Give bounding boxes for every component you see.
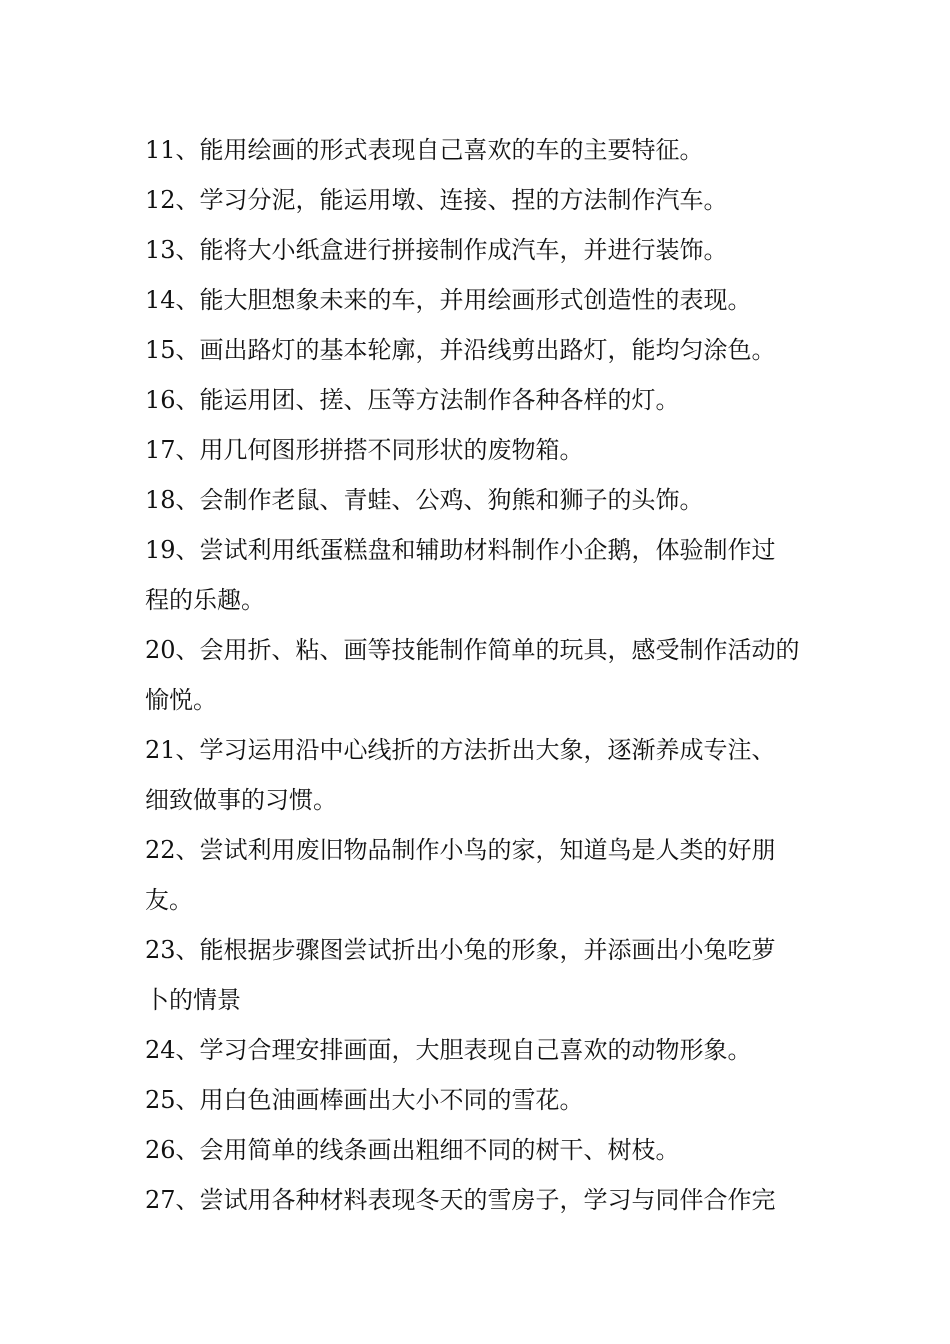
text-line: 12、学习分泥，能运用墩、连接、捏的方法制作汽车。	[145, 186, 728, 214]
text-line: 23、能根据步骤图尝试折出小兔的形象，并添画出小兔吃萝	[145, 936, 776, 964]
text-line: 程的乐趣。	[145, 586, 265, 614]
text-line: 15、画出路灯的基本轮廓，并沿线剪出路灯，能均匀涂色。	[145, 336, 776, 364]
text-line: 卜的情景	[145, 986, 241, 1014]
text-line: 21、学习运用沿中心线折的方法折出大象，逐渐养成专注、	[145, 736, 776, 764]
text-line: 24、学习合理安排画面，大胆表现自己喜欢的动物形象。	[145, 1036, 752, 1064]
text-line: 友。	[145, 886, 193, 914]
text-line: 14、能大胆想象未来的车，并用绘画形式创造性的表现。	[145, 286, 752, 314]
text-line: 13、能将大小纸盒进行拼接制作成汽车，并进行装饰。	[145, 236, 728, 264]
document-body	[145, 130, 810, 1230]
text-line: 22、尝试利用废旧物品制作小鸟的家，知道鸟是人类的好朋	[145, 836, 776, 864]
text-line: 11、能用绘画的形式表现自己喜欢的车的主要特征。	[145, 136, 704, 164]
text-line: 20、会用折、粘、画等技能制作简单的玩具，感受制作活动的	[145, 636, 800, 664]
text-line: 19、尝试利用纸蛋糕盘和辅助材料制作小企鹅，体验制作过	[145, 536, 776, 564]
text-line: 愉悦。	[145, 686, 217, 714]
text-line: 26、会用简单的线条画出粗细不同的树干、树枝。	[145, 1136, 680, 1164]
text-line: 25、用白色油画棒画出大小不同的雪花。	[145, 1086, 584, 1114]
text-line: 27、尝试用各种材料表现冬天的雪房子，学习与同伴合作完	[145, 1186, 776, 1214]
text-line: 16、能运用团、搓、压等方法制作各种各样的灯。	[145, 386, 680, 414]
text-line: 细致做事的习惯。	[145, 786, 337, 814]
text-line: 17、用几何图形拼搭不同形状的废物箱。	[145, 436, 584, 464]
text-line: 18、会制作老鼠、青蛙、公鸡、狗熊和狮子的头饰。	[145, 486, 704, 514]
